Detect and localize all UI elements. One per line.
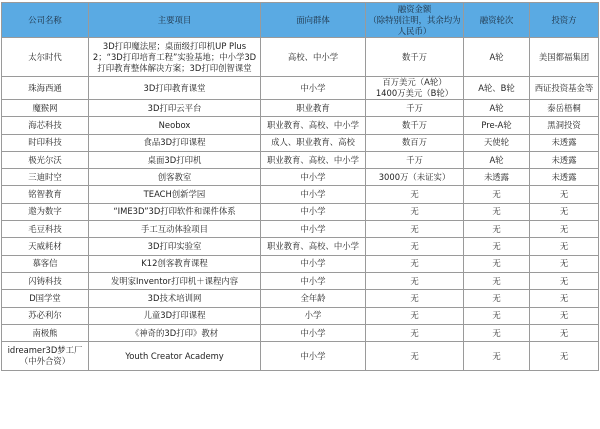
cell-target-audience: 高校、中小学 — [261, 38, 366, 77]
cell-target-audience: 职业教育 — [261, 100, 366, 117]
cell-target-audience: 中小学 — [261, 221, 366, 238]
column-header-investor: 投资方 — [530, 3, 599, 38]
cell-funding-round: 天使轮 — [464, 134, 530, 151]
table-row — [2, 186, 599, 203]
cell-main-project: TEACH创新学园 — [89, 186, 261, 203]
cell-funding-round: 无 — [464, 255, 530, 272]
cell-investor: 未透露 — [530, 169, 599, 186]
cell-funding-amount: 千万 — [366, 151, 464, 168]
cell-target-audience: 中小学 — [261, 186, 366, 203]
financing-table — [1, 2, 599, 371]
cell-company-name: 三迪时空 — [2, 169, 89, 186]
cell-funding-round: Pre-A轮 — [464, 117, 530, 134]
table-row — [2, 77, 599, 100]
cell-funding-amount: 数千万 — [366, 117, 464, 134]
cell-funding-round: 无 — [464, 272, 530, 289]
cell-main-project: 3D打印实验室 — [89, 238, 261, 255]
cell-main-project: 食品3D打印课程 — [89, 134, 261, 151]
cell-company-name: 铭智教育 — [2, 186, 89, 203]
cell-company-name: 南极熊 — [2, 324, 89, 341]
cell-main-project: “IME3D”3D打印软件和课件体系 — [89, 203, 261, 220]
cell-main-project: 手工互动体验项目 — [89, 221, 261, 238]
cell-investor: 无 — [530, 342, 599, 371]
cell-funding-round: A轮、B轮 — [464, 77, 530, 100]
cell-target-audience: 职业教育、高校、中小学 — [261, 238, 366, 255]
table-row — [2, 324, 599, 341]
table-row — [2, 203, 599, 220]
table-row — [2, 290, 599, 307]
column-header-main-project: 主要项目 — [89, 3, 261, 38]
cell-funding-amount: 千万 — [366, 100, 464, 117]
cell-company-name: idreamer3D梦工厂（中外合资） — [2, 342, 89, 371]
cell-funding-round: 无 — [464, 221, 530, 238]
cell-main-project: 3D技术培训网 — [89, 290, 261, 307]
table-row — [2, 342, 599, 371]
cell-investor: 无 — [530, 255, 599, 272]
table-row — [2, 221, 599, 238]
cell-company-name: 毛豆科技 — [2, 221, 89, 238]
cell-funding-round: 无 — [464, 307, 530, 324]
cell-investor: 无 — [530, 238, 599, 255]
cell-main-project: 3D打印云平台 — [89, 100, 261, 117]
cell-target-audience: 中小学 — [261, 324, 366, 341]
cell-target-audience: 职业教育、高校、中小学 — [261, 151, 366, 168]
cell-funding-amount: 无 — [366, 221, 464, 238]
cell-funding-amount: 无 — [366, 238, 464, 255]
table-row — [2, 134, 599, 151]
cell-company-name: 珠海西通 — [2, 77, 89, 100]
cell-target-audience: 中小学 — [261, 342, 366, 371]
header-row — [2, 3, 599, 38]
cell-investor: 无 — [530, 290, 599, 307]
table-row — [2, 255, 599, 272]
cell-target-audience: 中小学 — [261, 77, 366, 100]
table-row — [2, 151, 599, 168]
cell-investor: 西证投资基金等 — [530, 77, 599, 100]
cell-investor: 无 — [530, 203, 599, 220]
cell-company-name: 遨为数字 — [2, 203, 89, 220]
cell-investor: 美国都福集团 — [530, 38, 599, 77]
cell-investor: 未透露 — [530, 151, 599, 168]
cell-investor: 泰岳梧桐 — [530, 100, 599, 117]
cell-main-project: Youth Creator Academy — [89, 342, 261, 371]
cell-funding-round: 无 — [464, 290, 530, 307]
cell-funding-round: 无 — [464, 342, 530, 371]
cell-funding-amount: 数百万 — [366, 134, 464, 151]
cell-target-audience: 小学 — [261, 307, 366, 324]
table-row — [2, 272, 599, 289]
cell-funding-round: 无 — [464, 324, 530, 341]
cell-funding-round: 未透露 — [464, 169, 530, 186]
cell-target-audience: 成人、职业教育、高校 — [261, 134, 366, 151]
cell-funding-amount: 无 — [366, 290, 464, 307]
cell-funding-round: 无 — [464, 203, 530, 220]
cell-main-project: 《神奇的3D打印》教材 — [89, 324, 261, 341]
cell-target-audience: 中小学 — [261, 255, 366, 272]
cell-investor: 无 — [530, 221, 599, 238]
cell-funding-amount: 3000万（未证实） — [366, 169, 464, 186]
cell-company-name: 太尔时代 — [2, 38, 89, 77]
cell-funding-amount: 百万美元（A轮） 1400万美元（B轮） — [366, 77, 464, 100]
cell-main-project: 创客教室 — [89, 169, 261, 186]
column-header-target-audience: 面向群体 — [261, 3, 366, 38]
cell-main-project: K12创客教育课程 — [89, 255, 261, 272]
cell-investor: 无 — [530, 186, 599, 203]
cell-funding-round: A轮 — [464, 100, 530, 117]
cell-company-name: 时印科技 — [2, 134, 89, 151]
cell-investor: 无 — [530, 272, 599, 289]
cell-funding-amount: 无 — [366, 324, 464, 341]
cell-funding-amount: 无 — [366, 272, 464, 289]
cell-main-project: 3D打印教育课堂 — [89, 77, 261, 100]
cell-company-name: D国学堂 — [2, 290, 89, 307]
table-row — [2, 307, 599, 324]
table-row — [2, 100, 599, 117]
cell-target-audience: 职业教育、高校、中小学 — [261, 117, 366, 134]
cell-target-audience: 全年龄 — [261, 290, 366, 307]
table-row — [2, 238, 599, 255]
cell-main-project: 3D打印魔法屋；桌面级打印机UP Plus 2；“3D打印培育工程”实验基地；中小学3D打印教育整体解决方案；3D打印创智课堂 — [89, 38, 261, 77]
cell-target-audience: 中小学 — [261, 203, 366, 220]
cell-main-project: Neobox — [89, 117, 261, 134]
cell-funding-amount: 无 — [366, 186, 464, 203]
cell-investor: 无 — [530, 324, 599, 341]
cell-company-name: 闪铸科技 — [2, 272, 89, 289]
cell-investor: 无 — [530, 307, 599, 324]
cell-funding-amount: 无 — [366, 307, 464, 324]
cell-target-audience: 中小学 — [261, 272, 366, 289]
cell-main-project: 儿童3D打印课程 — [89, 307, 261, 324]
cell-target-audience: 中小学 — [261, 169, 366, 186]
cell-investor: 未透露 — [530, 134, 599, 151]
column-header-company-name: 公司名称 — [2, 3, 89, 38]
table-row — [2, 38, 599, 77]
cell-funding-round: A轮 — [464, 38, 530, 77]
cell-funding-amount: 数千万 — [366, 38, 464, 77]
cell-company-name: 极光尔沃 — [2, 151, 89, 168]
table-row — [2, 169, 599, 186]
cell-main-project: 发明家Inventor打印机＋课程内容 — [89, 272, 261, 289]
cell-funding-amount: 无 — [366, 342, 464, 371]
cell-company-name: 天威耗材 — [2, 238, 89, 255]
cell-funding-amount: 无 — [366, 255, 464, 272]
column-header-funding-amount: 融资金额 （除特别注明，其余均为人民币） — [366, 3, 464, 38]
cell-funding-round: A轮 — [464, 151, 530, 168]
cell-company-name: 海芯科技 — [2, 117, 89, 134]
cell-investor: 黑洞投资 — [530, 117, 599, 134]
cell-main-project: 桌面3D打印机 — [89, 151, 261, 168]
table-row — [2, 117, 599, 134]
cell-funding-round: 无 — [464, 238, 530, 255]
cell-company-name: 苏必利尔 — [2, 307, 89, 324]
cell-company-name: 魔猴网 — [2, 100, 89, 117]
cell-funding-round: 无 — [464, 186, 530, 203]
cell-funding-amount: 无 — [366, 203, 464, 220]
cell-company-name: 慕客信 — [2, 255, 89, 272]
column-header-funding-round: 融资轮次 — [464, 3, 530, 38]
